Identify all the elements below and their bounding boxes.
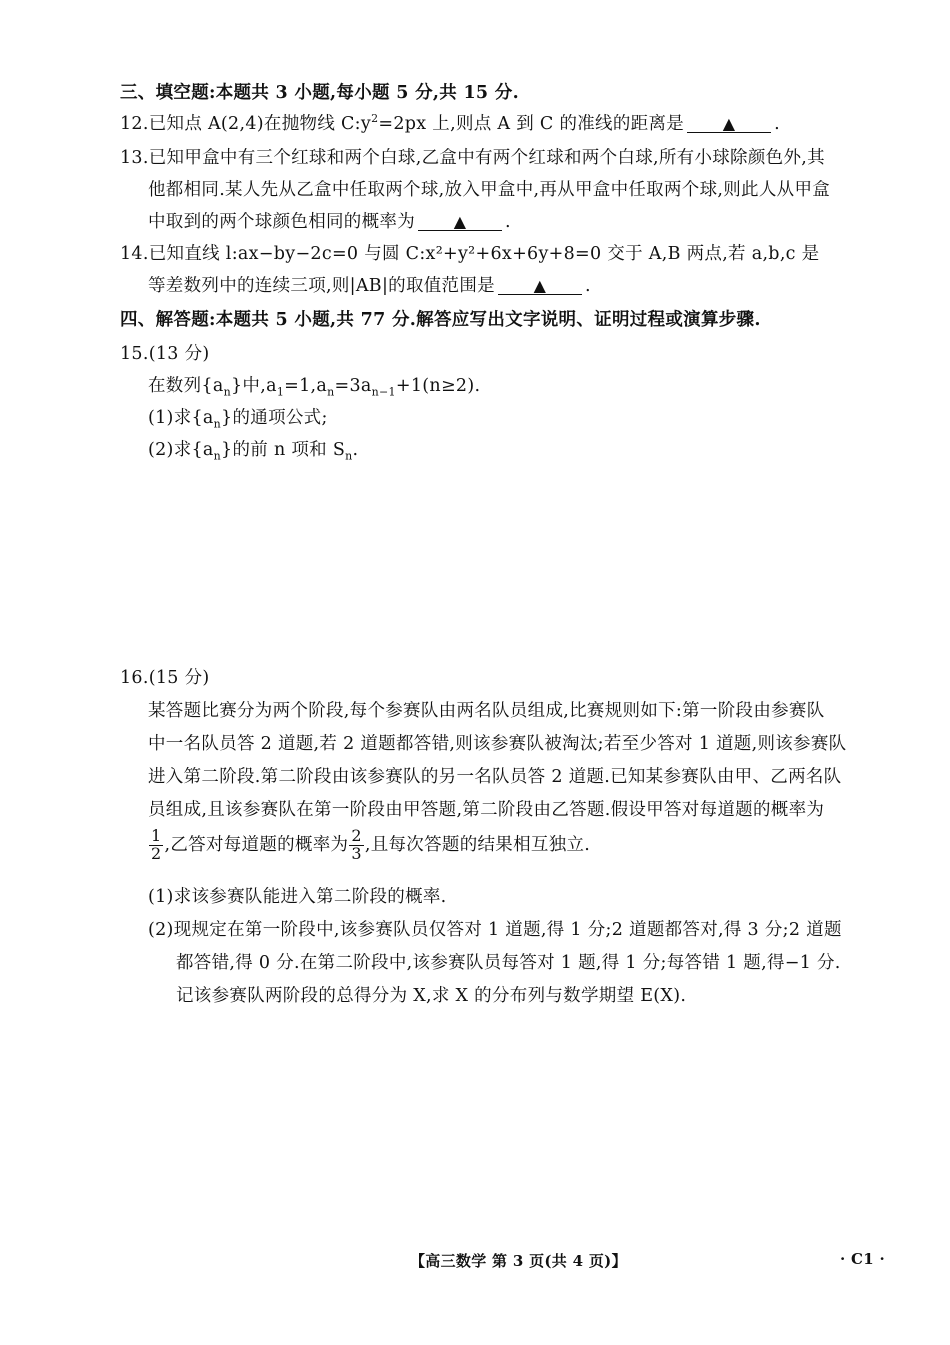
page-footer-center: 【高三数学 第 3 页(共 4 页)】 bbox=[410, 1252, 627, 1270]
question-15-part2 bbox=[148, 436, 358, 463]
question-16-part1: (1)求该参赛队能进入第二阶段的概率. bbox=[148, 887, 447, 907]
question-16-line5 bbox=[148, 828, 590, 863]
question-16-part2-line3: 记该参赛队两阶段的总得分为 X,求 X 的分布列与数学期望 E(X). bbox=[176, 986, 687, 1006]
question-12: 12.已知点 A(2,4)在抛物线 $C:y^2=2px$ 上,则点 A 到 C 的准线的距离是 ▲ . bbox=[120, 112, 780, 134]
q15-p2-a: (2)求{a bbox=[148, 440, 214, 460]
question-15-stem bbox=[148, 372, 480, 399]
question-16-line2: 中一名队员答 2 道题,若 2 道题都答错,则该参赛队被淘汰;若至少答对 1 道题,则该参赛队 bbox=[148, 734, 847, 754]
q15-sub: n bbox=[345, 449, 353, 463]
question-16-part2-line1: (2)现规定在第一阶段中,该参赛队员仅答对 1 道题,得 1 分;2 道题都答对,得 3 分;2 道题 bbox=[148, 920, 842, 940]
q15-sub: n bbox=[223, 385, 231, 399]
fraction-numerator: 1 bbox=[151, 826, 162, 845]
question-16-line1: 某答题比赛分为两个阶段,每个参赛队由两名队员组成,比赛规则如下:第一阶段由参赛队 bbox=[148, 701, 825, 721]
q14-answer-blank[interactable]: ▲ bbox=[498, 278, 582, 295]
question-16-head: 16.(15 分) bbox=[120, 668, 210, 688]
q12-text-part2: =2px 上,则点 A 到 C 的准线的距离是 bbox=[378, 114, 685, 134]
q16-line5-end: ,且每次答题的结果相互独立. bbox=[364, 834, 591, 855]
question-15-head: 15.(13 分) bbox=[120, 344, 210, 364]
q15-sub: n bbox=[213, 417, 222, 431]
q15-p2-b: }的前 n 项和 S bbox=[221, 440, 346, 460]
q15-sub: n bbox=[213, 449, 222, 463]
q13-answer-blank[interactable]: ▲ bbox=[418, 214, 502, 231]
q15-stem-d: =3a bbox=[334, 376, 372, 396]
q16-line5-mid: ,乙答对每道题的概率为 bbox=[164, 834, 349, 855]
question-13-line2: 他都相同.某人先从乙盒中任取两个球,放入甲盒中,再从甲盒中任取两个球,则此人从甲盒 bbox=[148, 180, 831, 200]
q15-sub: n bbox=[327, 385, 335, 399]
question-14-line2: 等差数列中的连续三项,则|AB|的取值范围是 ▲ . bbox=[148, 276, 591, 296]
fraction-numerator: 2 bbox=[351, 826, 362, 845]
question-16-line3: 进入第二阶段.第二阶段由该参赛队的另一名队员答 2 道题.已知某参赛队由甲、乙两名队 bbox=[148, 767, 842, 787]
question-13-line1: 13.已知甲盒中有三个红球和两个白球,乙盒中有两个红球和两个白球,所有小球除颜色外,其 bbox=[120, 148, 825, 168]
fraction-one-half bbox=[149, 828, 163, 863]
q15-p1-b: }的通项公式; bbox=[221, 408, 328, 428]
question-13-line3: 中取到的两个球颜色相同的概率为 ▲ . bbox=[148, 212, 511, 232]
fraction-denominator: 2 bbox=[151, 843, 162, 863]
q15-p1-a: (1)求{a bbox=[148, 408, 214, 428]
q15-stem-e: +1(n≥2). bbox=[395, 376, 481, 396]
q12-exponent: 2 bbox=[371, 112, 379, 126]
page-footer-code: · C1 · bbox=[840, 1250, 886, 1268]
q15-sub: n−1 bbox=[371, 385, 396, 399]
fraction-two-thirds bbox=[349, 828, 363, 863]
q14-line2-text: 等差数列中的连续三项,则|AB|的取值范围是 bbox=[148, 276, 495, 296]
q15-sub: 1 bbox=[276, 385, 285, 399]
fraction-denominator: 3 bbox=[351, 843, 362, 863]
section-3-header: 三、填空题:本题共 3 小题,每小题 5 分,共 15 分. bbox=[120, 83, 519, 103]
q12-answer-blank[interactable]: ▲ bbox=[687, 116, 771, 133]
question-14-line1: 14.已知直线 l:ax−by−2c=0 与圆 C:x²+y²+6x+6y+8=0 交于 A,B 两点,若 a,b,c 是 bbox=[120, 244, 820, 264]
q15-stem-c: =1,a bbox=[284, 376, 328, 396]
question-15-part1 bbox=[148, 404, 328, 431]
section-4-header: 四、解答题:本题共 5 小题,共 77 分.解答应写出文字说明、证明过程或演算步骤. bbox=[120, 310, 761, 330]
question-16-part2-line2: 都答错,得 0 分.在第二阶段中,该参赛队员每答对 1 题,得 1 分;每答错 1 题,得−1 分. bbox=[176, 953, 841, 973]
q13-line3-text: 中取到的两个球颜色相同的概率为 bbox=[148, 212, 415, 232]
q15-stem-a: 在数列{a bbox=[148, 376, 224, 396]
q15-p2-c: . bbox=[352, 440, 359, 460]
q15-stem-b: }中,a bbox=[230, 376, 277, 396]
q12-text-part1: 12.已知点 A(2,4)在抛物线 C:y bbox=[120, 114, 372, 134]
question-16-line4: 员组成,且该参赛队在第一阶段由甲答题,第二阶段由乙答题.假设甲答对每道题的概率为 bbox=[148, 800, 825, 820]
